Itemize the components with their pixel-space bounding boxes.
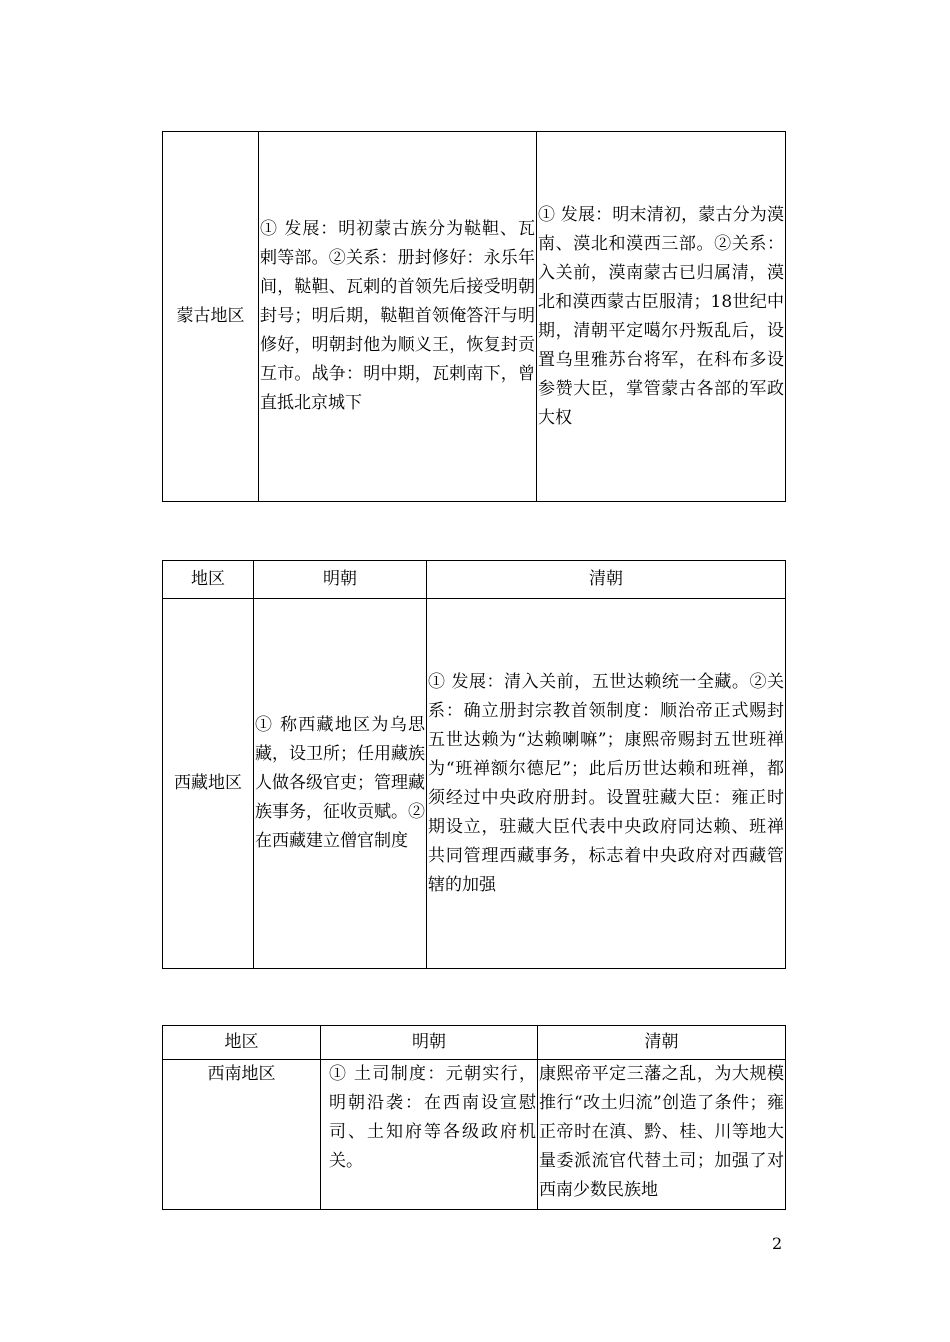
header-qing: 清朝: [538, 1026, 786, 1060]
ming-cell: ① 土司制度：元朝实行，明朝沿袭：在西南设宣慰司、土知府等各级政府机关。: [321, 1060, 538, 1210]
header-region: 地区: [163, 561, 254, 599]
region-cell: 蒙古地区: [163, 132, 259, 502]
qing-cell: 康熙帝平定三藩之乱，为大规模推行“改土归流”创造了条件；雍正帝时在滇、黔、桂、川等地大量委派流官代替土司；加强了对西南少数民族地: [538, 1060, 786, 1210]
header-ming: 明朝: [321, 1026, 538, 1060]
page-number: 2: [772, 1234, 783, 1253]
region-cell: 西南地区: [163, 1060, 321, 1210]
table-header-row: [163, 1026, 786, 1060]
table-row: [163, 132, 786, 502]
header-region: 地区: [163, 1026, 321, 1060]
ming-cell: ① 发展：明初蒙古族分为鞑靼、瓦剌等部。②关系：册封修好：永乐年间，鞑靼、瓦剌的首领先后接受明朝封号；明后期，鞑靼首领俺答汗与明修好，明朝封他为顺义王，恢复封贡互市。战争：明中期，瓦剌南下，曾直抵北京城下: [259, 132, 537, 502]
region-cell: 西藏地区: [163, 599, 254, 969]
table-row: [163, 1060, 786, 1210]
header-qing: 清朝: [427, 561, 786, 599]
table-header-row: [163, 561, 786, 599]
table-mongolia: [162, 131, 786, 502]
qing-cell: ① 发展：明末清初，蒙古分为漠南、漠北和漠西三部。②关系：入关前，漠南蒙古已归属清，漠北和漠西蒙古臣服清；18世纪中期，清朝平定噶尔丹叛乱后，设置乌里雅苏台将军，在科布多设参赞大臣，掌管蒙古各部的军政大权: [537, 132, 786, 502]
table-tibet: [162, 560, 786, 969]
ming-cell: ① 称西藏地区为乌思藏，设卫所；任用藏族人做各级官吏；管理藏族事务，征收贡赋。②在西藏建立僧官制度: [254, 599, 427, 969]
header-ming: 明朝: [254, 561, 427, 599]
table-southwest: [162, 1025, 786, 1210]
qing-cell: ① 发展：清入关前，五世达赖统一全藏。②关系：确立册封宗教首领制度：顺治帝正式赐封五世达赖为“达赖喇嘛”；康熙帝赐封五世班禅为“班禅额尔德尼”；此后历世达赖和班禅，都须经过中央政府册封。设置驻藏大臣：雍正时期设立，驻藏大臣代表中央政府同达赖、班禅共同管理西藏事务，标志着中央政府对西藏管辖的加强: [427, 599, 786, 969]
table-row: [163, 599, 786, 969]
